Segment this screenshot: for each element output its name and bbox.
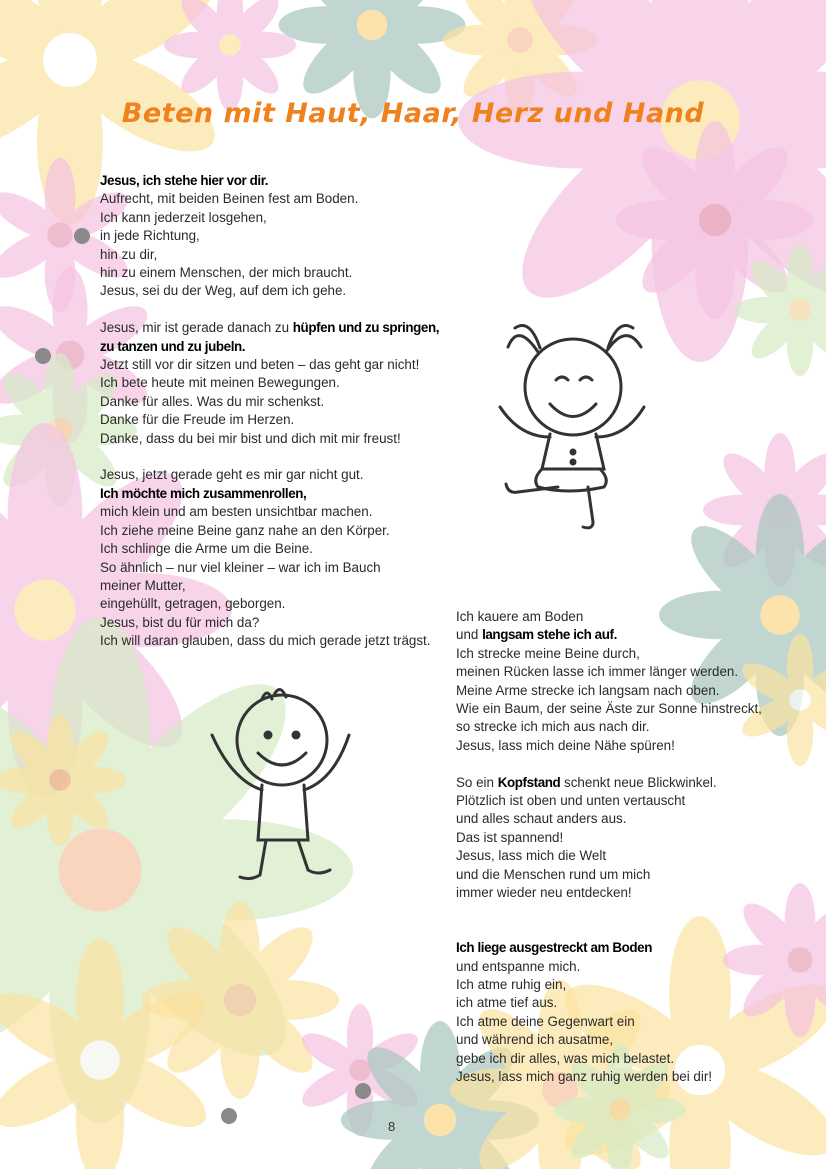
stanza-gap (100, 301, 439, 319)
text: Ich schlinge die Arme um die Beine. (100, 541, 313, 557)
text: Jesus, jetzt gerade geht es mir gar nicht gut. (100, 467, 364, 483)
text: hin zu einem Menschen, der mich braucht. (100, 265, 353, 281)
prayer-line (100, 282, 439, 300)
prayer-line (100, 319, 439, 337)
emphasized-text: hüpfen und zu springen, (292, 320, 440, 336)
prayer-line (456, 737, 762, 755)
page-title: Beten mit Haut, Haar, Herz und Hand (121, 98, 705, 129)
stanza-gap (100, 448, 439, 466)
prayer-line (456, 792, 762, 810)
prayer-line (456, 1050, 762, 1068)
emphasized-text: Ich liege ausgestreckt am Boden (456, 940, 652, 956)
prayer-line (100, 172, 439, 190)
prayer-line (100, 227, 439, 245)
stanza-gap (456, 902, 762, 920)
text: gebe ich dir alles, was mich belastet. (456, 1050, 675, 1066)
prayer-line (100, 356, 439, 374)
text: Jesus, lass mich die Welt (456, 848, 607, 864)
prayer-line (100, 577, 439, 595)
prayer-line (100, 411, 439, 429)
stanza (100, 466, 439, 650)
prayer-line (456, 847, 762, 865)
text: Plötzlich ist oben und unten vertauscht (456, 793, 686, 809)
prayer-line (456, 829, 762, 847)
emphasized-text: Kopfstand (497, 774, 561, 790)
prayer-line (456, 866, 762, 884)
prayer-line (456, 645, 762, 663)
text: und alles schaut anders aus. (456, 811, 627, 827)
prayer-line (100, 485, 439, 503)
text: und entspanne mich. (456, 958, 581, 974)
prayer-line (100, 503, 439, 521)
stanza-gap (456, 921, 762, 939)
emphasized-text: Ich möchte mich zusammenrollen, (100, 485, 307, 501)
emphasized-text: Jesus, ich stehe hier vor dir. (100, 173, 269, 188)
prayer-line (100, 632, 439, 650)
prayer-line (456, 608, 762, 626)
prayer-line (100, 595, 439, 613)
text: Jesus, lass mich deine Nähe spüren! (456, 737, 675, 753)
text: in jede Richtung, (100, 228, 200, 244)
prayer-line (456, 663, 762, 681)
text: so strecke ich mich aus nach dir. (456, 719, 650, 735)
prayer-right-column (456, 608, 762, 1087)
text: schenkt neue Blickwinkel. (560, 774, 717, 790)
text: Aufrecht, mit beiden Beinen fest am Boden. (100, 191, 359, 207)
prayer-line (456, 884, 762, 902)
stanza (100, 319, 439, 448)
dot-decoration (35, 348, 51, 364)
prayer-line (100, 522, 439, 540)
prayer-left-column (100, 172, 439, 651)
text: und während ich ausatme, (456, 1032, 614, 1048)
stanza (456, 939, 762, 1086)
dot-decoration (221, 1108, 237, 1124)
text: Ich kauere am Boden (456, 609, 584, 624)
text: immer wieder neu entdecken! (456, 885, 632, 901)
prayer-line (456, 1068, 762, 1086)
text: und die Menschen rund um mich (456, 866, 651, 882)
text: Das ist spannend! (456, 829, 564, 845)
prayer-line (456, 810, 762, 828)
text: Danke, dass du bei mir bist und dich mit mir freust! (100, 430, 401, 446)
prayer-line (100, 374, 439, 392)
prayer-line (456, 976, 762, 994)
emphasized-text: zu tanzen und zu jubeln. (100, 338, 246, 354)
prayer-line (456, 700, 762, 718)
text: Jetzt still vor dir sitzen und beten – das geht gar nicht! (100, 357, 420, 373)
text: mich klein und am besten unsichtbar machen. (100, 504, 373, 520)
text: Ich atme ruhig ein, (456, 977, 567, 993)
text: Ich strecke meine Beine durch, (456, 645, 640, 661)
text: Danke für die Freude im Herzen. (100, 412, 295, 428)
dot-decoration (74, 228, 90, 244)
text: meinen Rücken lasse ich immer länger werden. (456, 664, 739, 680)
prayer-line (456, 682, 762, 700)
stanza-gap (456, 755, 762, 773)
prayer-line (100, 246, 439, 264)
page-number: 8 (388, 1119, 396, 1134)
stanza (456, 608, 762, 755)
text: Wie ein Baum, der seine Äste zur Sonne hinstreckt, (456, 701, 762, 717)
text: Meine Arme strecke ich langsam nach oben. (456, 682, 720, 698)
prayer-line (456, 718, 762, 736)
text: Ich bete heute mit meinen Bewegungen. (100, 375, 340, 391)
text: Ich kann jederzeit losgehen, (100, 209, 267, 225)
prayer-line (456, 626, 762, 644)
dot-decoration (355, 1083, 371, 1099)
prayer-line (456, 939, 762, 957)
prayer-line (100, 430, 439, 448)
prayer-line (456, 774, 762, 792)
text: Ich ziehe meine Beine ganz nahe an den Körper. (100, 522, 390, 538)
stanza (100, 172, 439, 301)
text: Jesus, lass mich ganz ruhig werden bei dir! (456, 1069, 713, 1085)
stanza (456, 774, 762, 903)
prayer-line (100, 466, 439, 484)
prayer-line (456, 1031, 762, 1049)
text: Jesus, bist du für mich da? (100, 614, 260, 630)
text: So ein (456, 774, 498, 790)
prayer-line (100, 209, 439, 227)
text: ich atme tief aus. (456, 995, 558, 1011)
prayer-line (100, 559, 439, 577)
prayer-line (456, 958, 762, 976)
text: Jesus, sei du der Weg, auf dem ich gehe. (100, 283, 347, 299)
text: So ähnlich – nur viel kleiner – war ich im Bauch (100, 559, 381, 575)
prayer-line (456, 1013, 762, 1031)
text: meiner Mutter, (100, 577, 186, 593)
prayer-line (100, 338, 439, 356)
emphasized-text: langsam stehe ich auf. (482, 627, 617, 643)
prayer-line (100, 190, 439, 208)
prayer-line (100, 393, 439, 411)
prayer-line (100, 264, 439, 282)
text: Jesus, mir ist gerade danach zu (100, 320, 293, 336)
prayer-line (100, 614, 439, 632)
text: Ich atme deine Gegenwart ein (456, 1013, 635, 1029)
text: Ich will daran glauben, dass du mich gerade jetzt trägst. (100, 633, 431, 649)
prayer-line (456, 994, 762, 1012)
text: hin zu dir, (100, 246, 158, 262)
cheering-boy-illustration (200, 685, 360, 895)
text: eingehüllt, getragen, geborgen. (100, 596, 286, 612)
text: Danke für alles. Was du mir schenkst. (100, 393, 325, 409)
text: und (456, 627, 483, 643)
prayer-line (100, 540, 439, 558)
jumping-girl-illustration (478, 312, 668, 537)
